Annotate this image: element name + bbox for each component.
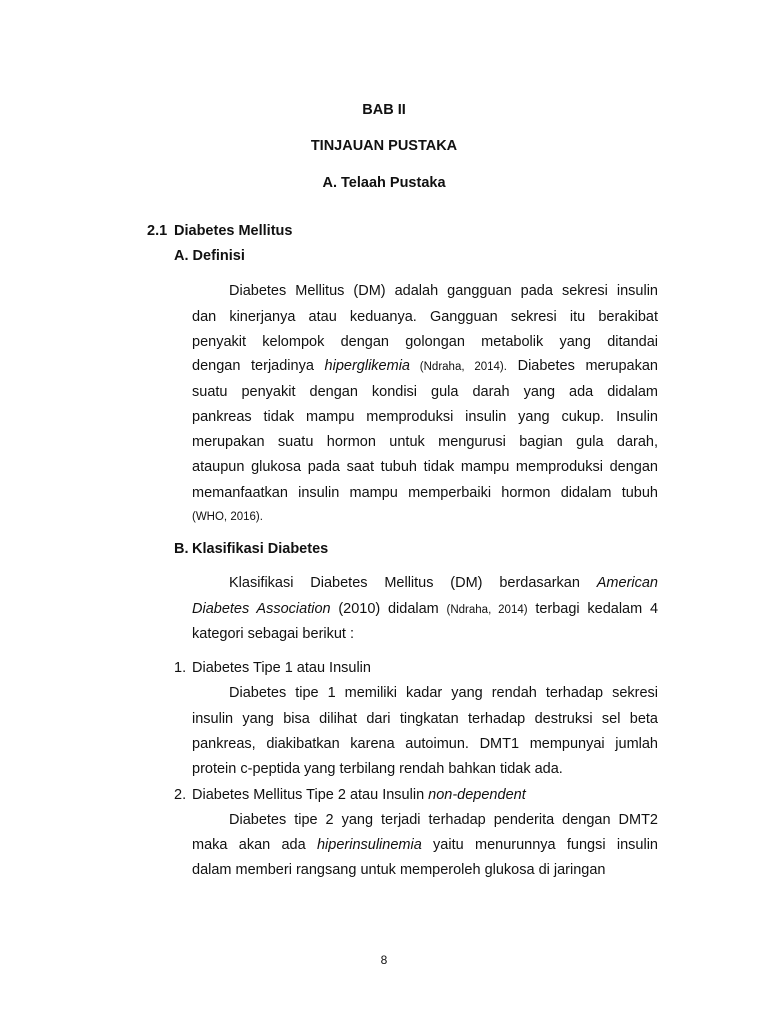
definisi-line: dan kinerjanya atau keduanya. Gangguan sekresi itu berakibat: [192, 309, 658, 325]
list-item-line: dalam memberi rangsang untuk memperoleh glukosa di jaringan: [192, 862, 606, 878]
page-number: 8: [380, 953, 388, 967]
term-non-dependent: non-dependent: [428, 787, 526, 803]
definisi-line: pankreas tidak mampu memproduksi insulin yang cukup. Insulin: [192, 409, 658, 425]
citation: (Ndraha, 2014).: [409, 361, 507, 373]
list-item-title: Diabetes Tipe 1 atau Insulin: [192, 660, 371, 676]
definisi-line: suatu penyakit dengan kondisi gula darah yang ada didalam: [192, 384, 658, 400]
definisi-line: [192, 358, 658, 374]
term-ada: Diabetes Association: [192, 601, 331, 617]
term-hiperglikemia: hiperglikemia: [324, 358, 410, 374]
list-item-line: protein c-peptida yang terbilang rendah bahkan tidak ada.: [192, 761, 563, 777]
definisi-line: memanfaatkan insulin mampu memperbaiki hormon didalam tubuh: [192, 485, 658, 501]
list-item-line: Diabetes tipe 2 yang terjadi terhadap penderita dengan DMT2: [229, 812, 658, 828]
klasifikasi-text: terbagi kedalam 4: [527, 601, 659, 617]
term-american: American: [596, 575, 658, 591]
klasifikasi-line: [229, 575, 658, 591]
klasifikasi-number: B.: [174, 541, 189, 557]
subsection-heading: A. Telaah Pustaka: [322, 175, 446, 191]
section-title: Diabetes Mellitus: [174, 223, 293, 239]
list-item-text: maka akan ada: [192, 837, 317, 853]
list-item-line: insulin yang bisa dilihat dari tingkatan terhadap destruksi sel beta: [192, 711, 658, 727]
list-item-title: [192, 787, 526, 803]
klasifikasi-text: (2010) didalam: [330, 601, 447, 617]
klasifikasi-text: Klasifikasi Diabetes Mellitus (DM) berdasarkan: [229, 575, 597, 591]
term-hiperinsulinemia: hiperinsulinemia: [316, 837, 422, 853]
section-number: 2.1: [147, 223, 168, 239]
klasifikasi-line: kategori sebagai berikut :: [192, 626, 355, 642]
chapter-title: TINJAUAN PUSTAKA: [310, 138, 458, 154]
list-item-text: yaitu menurunnya fungsi insulin: [421, 837, 658, 853]
citation: (Ndraha, 2014): [446, 604, 528, 616]
definisi-line: merupakan suatu hormon untuk mengurusi bagian gula darah,: [192, 434, 658, 450]
definisi-line: Diabetes Mellitus (DM) adalah gangguan pada sekresi insulin: [229, 283, 658, 299]
list-item-line: pankreas, diakibatkan karena autoimun. DMT1 mempunyai jumlah: [192, 736, 658, 752]
klasifikasi-heading: Klasifikasi Diabetes: [192, 541, 329, 557]
citation: (WHO, 2016).: [192, 511, 263, 523]
list-number: 2.: [174, 787, 187, 803]
klasifikasi-line: [192, 601, 658, 617]
chapter-label: BAB II: [362, 102, 406, 118]
list-item-line: [192, 837, 658, 853]
definisi-line: ataupun glukosa pada saat tubuh tidak mampu memproduksi dengan: [192, 459, 658, 475]
list-item-title-text: Diabetes Mellitus Tipe 2 atau Insulin: [192, 787, 429, 803]
definisi-text: dengan terjadinya: [192, 358, 325, 374]
definisi-text: Diabetes merupakan: [506, 358, 658, 374]
definisi-line: penyakit kelompok dengan golongan metabolik yang ditandai: [192, 334, 658, 350]
list-number: 1.: [174, 660, 187, 676]
definisi-heading: A. Definisi: [174, 248, 245, 264]
list-item-line: Diabetes tipe 1 memiliki kadar yang rendah terhadap sekresi: [229, 685, 658, 701]
